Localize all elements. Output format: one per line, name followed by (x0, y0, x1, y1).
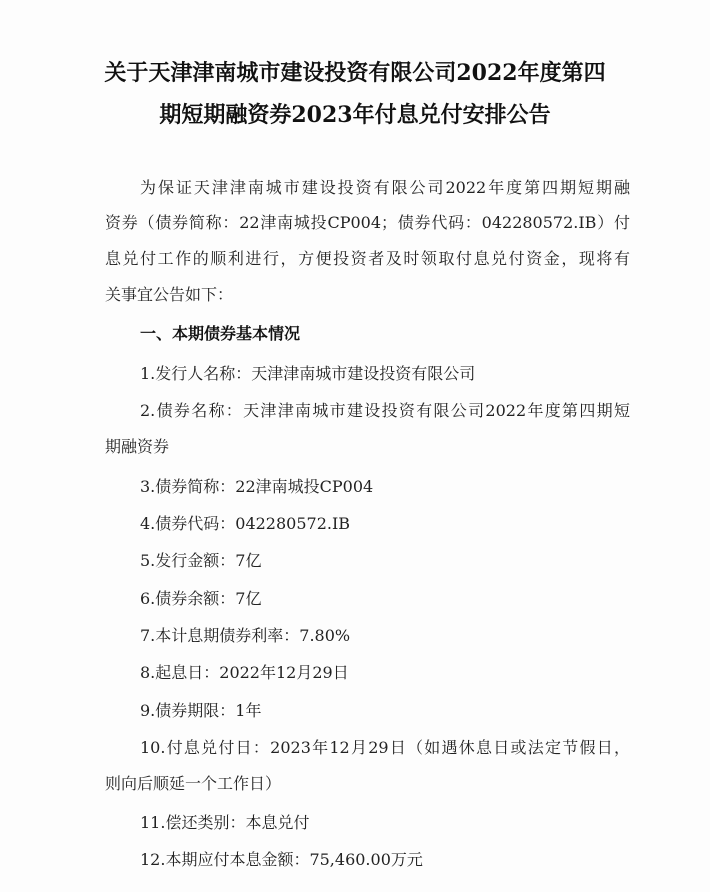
list-item-issuer: 1.发行人名称：天津津南城市建设投资有限公司 (140, 364, 476, 383)
list-item-value-date: 8.起息日：2022年12月29日 (140, 663, 349, 682)
intro-line-1: 为保证天津津南城市建设投资有限公司2022年度第四期短期融 (140, 178, 630, 197)
list-item-bond-name: 2.债券名称：天津津南城市建设投资有限公司2022年度第四期短 (140, 401, 630, 420)
intro-line-2: 资券（债券简称：22津南城投CP004；债券代码：042280572.IB）付 (105, 213, 630, 232)
list-item-balance: 6.债券余额：7亿 (140, 589, 262, 608)
intro-line-4: 关事宜公告如下： (105, 285, 234, 304)
intro-line-3: 息兑付工作的顺利进行，方便投资者及时领取付息兑付资金，现将有 (105, 249, 630, 268)
list-item-term: 9.债券期限：1年 (140, 701, 262, 720)
document-title-line-2: 期短期融资券2023年付息兑付安排公告 (159, 102, 551, 128)
list-item-short-name: 3.债券简称：22津南城投CP004 (140, 477, 374, 496)
document-title-line-1: 关于天津津南城市建设投资有限公司2022年度第四 (104, 60, 606, 86)
list-item-bond-name-cont: 期融资券 (105, 437, 170, 456)
list-item-payment-date-cont: 则向后顺延一个工作日） (105, 774, 282, 793)
list-item-repayment-type: 11.偿还类别：本息兑付 (140, 813, 310, 832)
list-item-interest-rate: 7.本计息期债券利率：7.80% (140, 626, 351, 645)
list-item-payable-amount: 12.本期应付本息金额：75,460.00万元 (140, 850, 423, 869)
list-item-bond-code: 4.债券代码：042280572.IB (140, 514, 351, 533)
list-item-issue-amount: 5.发行金额：7亿 (140, 551, 262, 570)
section-heading: 一、本期债券基本情况 (140, 324, 301, 343)
list-item-payment-date: 10.付息兑付日：2023年12月29日（如遇休息日或法定节假日， (140, 738, 630, 757)
